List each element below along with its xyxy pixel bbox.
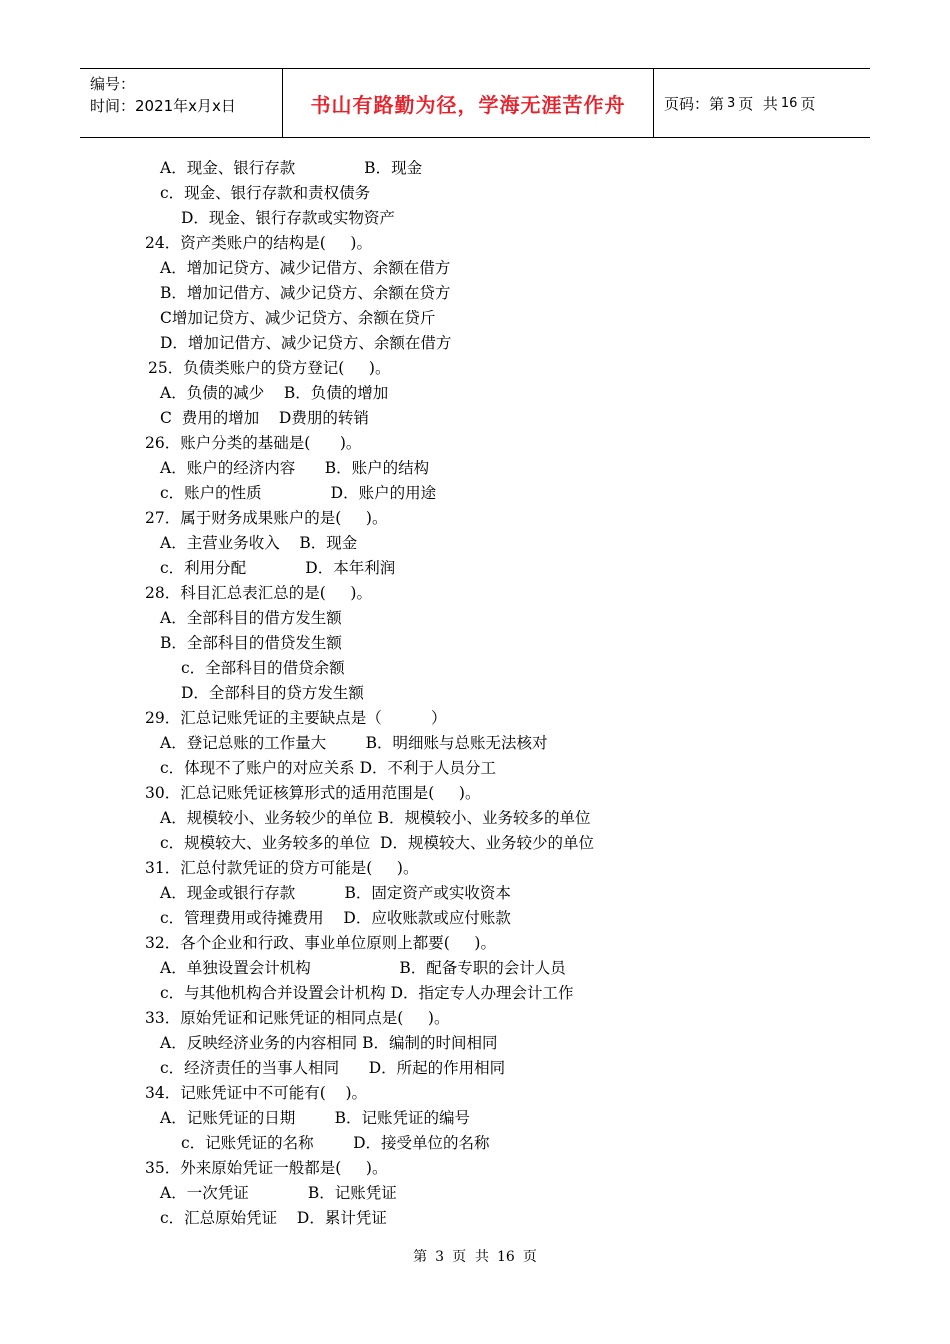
text-line: D．现金、银行存款或实物资产: [181, 209, 395, 227]
question-heading: 30．汇总记账凭证核算形式的适用范围是( )。: [145, 784, 481, 802]
footer-prefix: 第: [413, 1249, 428, 1265]
text-line: A．记账凭证的日期 B．记账凭证的编号: [160, 1109, 471, 1127]
text-line: B．增加记借方、减少记贷方、余额在贷方: [160, 284, 451, 302]
question-heading: 26．账户分类的基础是( )。: [145, 434, 362, 452]
question-heading: 28．科目汇总表汇总的是( )。: [145, 584, 372, 602]
text-line: A．账户的经济内容 B．账户的结构: [160, 459, 430, 477]
text-line: c．体现不了账户的对应关系 D．不利于人员分工: [160, 759, 497, 777]
text-line: A．增加记贷方、减少记借方、余额在借方: [160, 259, 451, 277]
footer-page-total: 16: [497, 1249, 515, 1265]
footer-mid: 页 共: [452, 1249, 489, 1265]
text-line: A．反映经济业务的内容相同 B．编制的时间相同: [160, 1034, 498, 1052]
text-line: c．汇总原始凭证 D．累计凭证: [160, 1209, 387, 1227]
text-line: c．经济责任的当事人相同 D．所起的作用相同: [160, 1059, 506, 1077]
header-page-total: 16: [780, 95, 798, 111]
text-line: D．增加记借方、减少记贷方、余额在借方: [160, 334, 452, 352]
text-line: A．现金、银行存款 B．现金: [160, 159, 423, 177]
text-line: A．规模较小、业务较少的单位 B．规模较小、业务较多的单位: [160, 809, 591, 827]
header-meta: [80, 69, 282, 137]
text-line: A．一次凭证 B．记账凭证: [160, 1184, 397, 1202]
text-line: D．全部科目的贷方发生额: [181, 684, 364, 702]
text-line: c．记账凭证的名称 D．接受单位的名称: [181, 1134, 490, 1152]
text-line: A．负债的减少 B．负债的增加: [160, 384, 389, 402]
header-page-mid: 页 共: [738, 94, 778, 113]
question-heading: 24．资产类账户的结构是( )。: [145, 234, 372, 252]
question-heading: 34．记账凭证中不可能有( )。: [145, 1084, 368, 1102]
document-time-label: 时间：2021年x月x日: [90, 97, 236, 115]
question-heading: 25．负债类账户的贷方登记( )。: [148, 359, 391, 377]
header-motto: 书山有路勤为径，学海无涯苦作舟: [310, 92, 626, 117]
question-heading: 31．汇总付款凭证的贷方可能是( )。: [145, 859, 419, 877]
text-line: c．账户的性质 D．账户的用途: [160, 484, 437, 502]
text-line: c．规模较大、业务较多的单位 D．规模较大、业务较少的单位: [160, 834, 594, 852]
footer-page-current: 3: [435, 1249, 445, 1265]
header-page-info: [654, 69, 870, 137]
text-line: A．现金或银行存款 B．固定资产或实收资本: [160, 884, 511, 902]
question-heading: 33．原始凭证和记账凭证的相同点是( )。: [145, 1009, 450, 1027]
header-page-suffix: 页: [800, 94, 816, 113]
question-heading: 27．属于财务成果账户的是( )。: [145, 509, 388, 527]
text-line: c．管理费用或待摊费用 D．应收账款或应付账款: [160, 909, 511, 927]
text-line: c．利用分配 D．本年利润: [160, 559, 396, 577]
text-line: c．全部科目的借贷余额: [181, 659, 345, 677]
question-heading: 29．汇总记账凭证的主要缺点是（ ）: [145, 709, 447, 727]
question-heading: 32．各个企业和行政、事业单位原则上都要( )。: [145, 934, 496, 952]
text-line: c．与其他机构合并设置会计机构 D．指定专人办理会计工作: [160, 984, 574, 1002]
text-line: C 费用的增加 D费朋的转销: [160, 409, 369, 427]
header-page-prefix: 页码：第: [664, 94, 725, 113]
text-line: B．全部科目的借贷发生额: [160, 634, 342, 652]
text-line: A．登记总账的工作量大 B．明细账与总账无法核对: [160, 734, 548, 752]
header-page-current: 3: [727, 95, 736, 111]
page-footer: [0, 1246, 950, 1266]
footer-suffix: 页: [522, 1249, 537, 1265]
document-number-label: 编号：: [90, 75, 136, 93]
page-header: [80, 68, 870, 138]
header-motto-cell: [282, 69, 654, 137]
text-line: A．全部科目的借方发生额: [160, 609, 342, 627]
text-line: c．现金、银行存款和责权债务: [160, 184, 371, 202]
text-line: A．单独设置会计机构 B．配备专职的会计人员: [160, 959, 566, 977]
text-line: C增加记贷方、减少记贷方、余额在贷斤: [160, 309, 436, 327]
text-line: A．主营业务收入 B．现金: [160, 534, 358, 552]
question-heading: 35．外来原始凭证一般都是( )。: [145, 1159, 388, 1177]
